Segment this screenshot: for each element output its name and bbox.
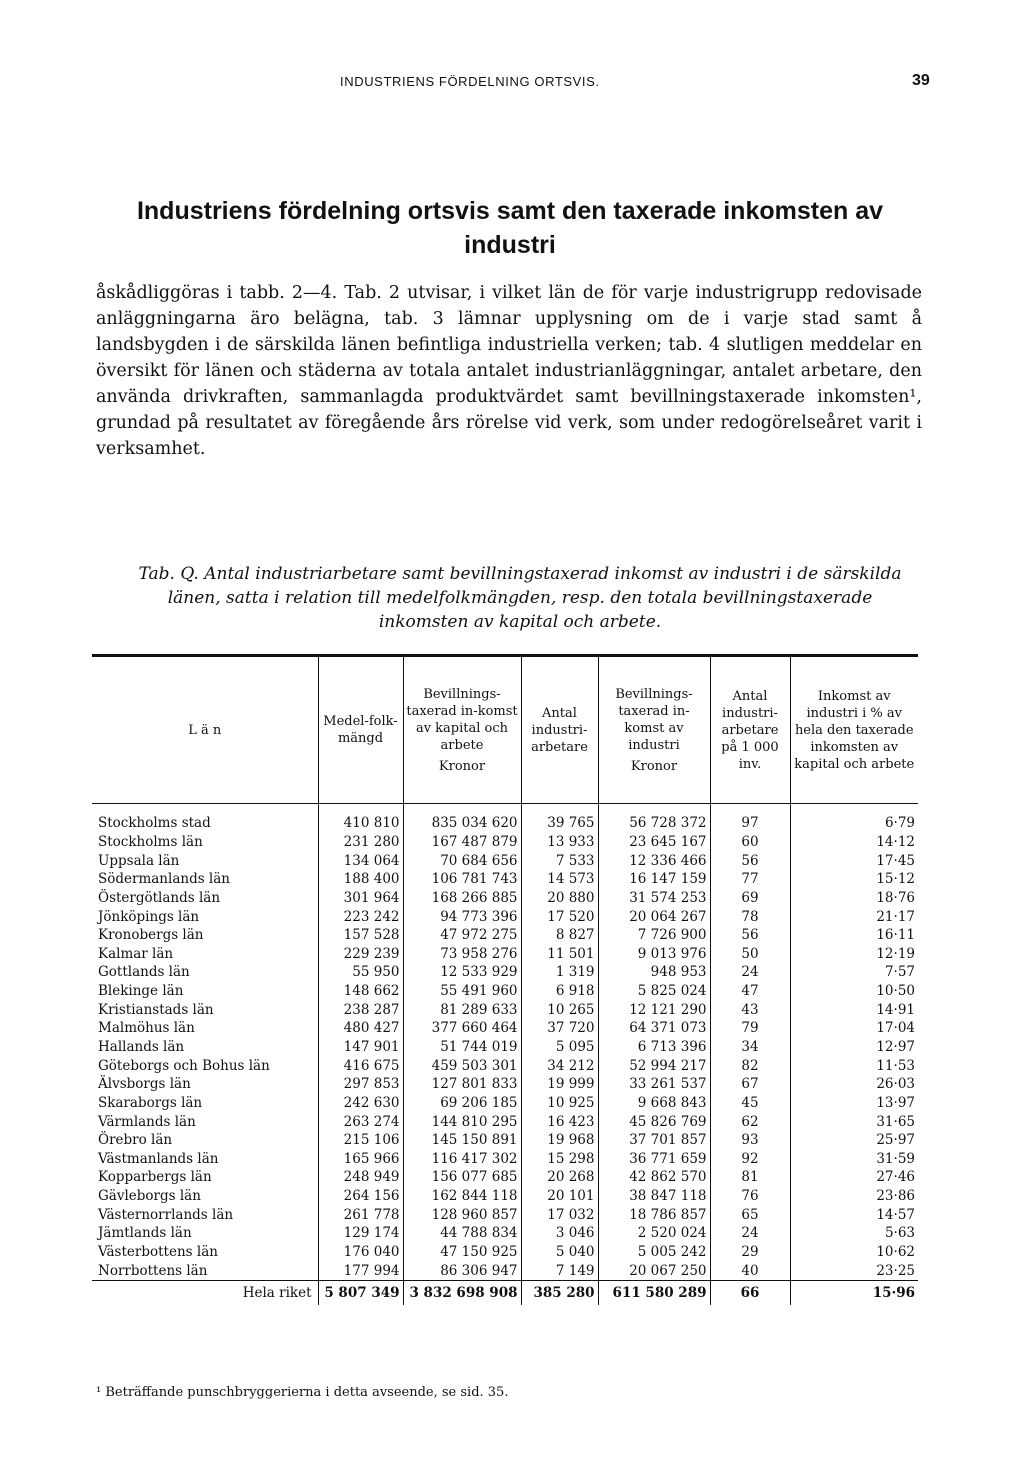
col-header-medelfolkmangd: Medel-folk-mängd	[318, 656, 403, 804]
cell-ind: 7 726 900	[598, 926, 710, 945]
cell-ind: 948 953	[598, 963, 710, 982]
cell-arb: 37 720	[521, 1019, 598, 1038]
cell-pct: 15·12	[790, 870, 918, 889]
cell-pct: 6·79	[790, 804, 918, 833]
cell-lan: Blekinge län	[98, 983, 184, 1000]
cell-kap: 55 491 960	[403, 982, 521, 1001]
cell-kap: 86 306 947	[403, 1261, 521, 1280]
table-row	[92, 1187, 918, 1206]
cell-arb: 17 032	[521, 1205, 598, 1224]
cell-lan: Stockholms stad	[98, 815, 211, 832]
cell-lan: Södermanlands län	[98, 871, 230, 888]
cell-folk: 231 280	[318, 833, 403, 852]
table-row	[92, 1261, 918, 1280]
cell-folk: 480 427	[318, 1019, 403, 1038]
cell-pct: 10·50	[790, 982, 918, 1001]
cell-ind: 9 668 843	[598, 1094, 710, 1113]
cell-per: 97	[710, 804, 790, 833]
cell-kap: 106 781 743	[403, 870, 521, 889]
cell-ind: 20 067 250	[598, 1261, 710, 1280]
cell-arb: 20 268	[521, 1168, 598, 1187]
cell-arb: 39 765	[521, 804, 598, 833]
data-table	[92, 654, 918, 1305]
cell-folk: 129 174	[318, 1224, 403, 1243]
cell-arb: 19 999	[521, 1075, 598, 1094]
table-row	[92, 1112, 918, 1131]
col-header-bev-kapital	[403, 656, 521, 804]
cell-kap: 12 533 929	[403, 963, 521, 982]
cell-per: 62	[710, 1112, 790, 1131]
cell-folk: 410 810	[318, 804, 403, 833]
cell-ind: 42 862 570	[598, 1168, 710, 1187]
cell-arb: 34 212	[521, 1056, 598, 1075]
cell-per: 29	[710, 1243, 790, 1262]
cell-ind: 16 147 159	[598, 870, 710, 889]
cell-arb: 10 265	[521, 1000, 598, 1019]
cell-lan: Örebro län	[98, 1132, 173, 1149]
cell-arb: 13 933	[521, 833, 598, 852]
cell-kap: 73 958 276	[403, 944, 521, 963]
cell-lan: Kronobergs län	[98, 927, 204, 944]
cell-kap: 51 744 019	[403, 1038, 521, 1057]
cell-kap: 70 684 656	[403, 851, 521, 870]
cell-pct: 23·25	[790, 1261, 918, 1280]
cell-lan: Kristianstads län	[98, 1001, 214, 1018]
cell-per: 34	[710, 1038, 790, 1057]
table-row	[92, 1168, 918, 1187]
cell-pct: 10·62	[790, 1243, 918, 1262]
cell-folk: 176 040	[318, 1243, 403, 1262]
cell-lan: Västerbottens län	[98, 1244, 218, 1261]
cell-ind: 33 261 537	[598, 1075, 710, 1094]
cell-folk: 263 274	[318, 1112, 403, 1131]
cell-lan: Östergötlands län	[98, 889, 221, 906]
cell-per: 81	[710, 1168, 790, 1187]
table-caption	[130, 562, 910, 634]
cell-ind: 45 826 769	[598, 1112, 710, 1131]
cell-ind: 6 713 396	[598, 1038, 710, 1057]
table-row	[92, 944, 918, 963]
cell-pct: 13·97	[790, 1094, 918, 1113]
cell-per: 65	[710, 1205, 790, 1224]
table-row	[92, 1150, 918, 1169]
cell-lan: Hallands län	[98, 1039, 185, 1055]
cell-arb: 11 501	[521, 944, 598, 963]
table-row	[92, 963, 918, 982]
table-row	[92, 1038, 918, 1057]
col-header-antal-arbetare: Antal industri-arbetare	[521, 656, 598, 804]
cell-ind: 31 574 253	[598, 889, 710, 908]
cell-folk: 229 239	[318, 944, 403, 963]
cell-folk: 416 675	[318, 1056, 403, 1075]
cell-per: 47	[710, 982, 790, 1001]
caption-label: Tab. Q.	[138, 564, 199, 584]
cell-folk: 55 950	[318, 963, 403, 982]
total-ind: 611 580 289	[598, 1281, 710, 1306]
col-header-bev-kapital-label: Bevillnings-taxerad in-komst av kapital och arbete	[406, 686, 518, 753]
total-row	[92, 1281, 918, 1306]
cell-per: 82	[710, 1056, 790, 1075]
cell-per: 93	[710, 1131, 790, 1150]
cell-per: 67	[710, 1075, 790, 1094]
table-row	[92, 1056, 918, 1075]
cell-per: 77	[710, 870, 790, 889]
header-row	[92, 656, 918, 804]
cell-lan: Älvsborgs län	[98, 1076, 191, 1093]
cell-ind: 36 771 659	[598, 1150, 710, 1169]
cell-per: 76	[710, 1187, 790, 1206]
cell-lan: Norrbottens län	[98, 1262, 208, 1279]
cell-ind: 37 701 857	[598, 1131, 710, 1150]
cell-ind: 56 728 372	[598, 804, 710, 833]
cell-lan: Jämtlands län	[98, 1225, 192, 1242]
cell-folk: 157 528	[318, 926, 403, 945]
cell-pct: 7·57	[790, 963, 918, 982]
cell-pct: 12·19	[790, 944, 918, 963]
table-row	[92, 1224, 918, 1243]
cell-pct: 16·11	[790, 926, 918, 945]
cell-arb: 20 101	[521, 1187, 598, 1206]
cell-folk: 165 966	[318, 1150, 403, 1169]
cell-per: 56	[710, 926, 790, 945]
table-row	[92, 907, 918, 926]
cell-pct: 18·76	[790, 889, 918, 908]
cell-pct: 17·04	[790, 1019, 918, 1038]
cell-kap: 44 788 834	[403, 1224, 521, 1243]
cell-kap: 377 660 464	[403, 1019, 521, 1038]
table-row	[92, 1000, 918, 1019]
cell-per: 45	[710, 1094, 790, 1113]
running-head: INDUSTRIENS FÖRDELNING ORTSVIS.	[340, 74, 600, 89]
cell-folk: 147 901	[318, 1038, 403, 1057]
cell-per: 24	[710, 963, 790, 982]
cell-arb: 5 095	[521, 1038, 598, 1057]
cell-folk: 264 156	[318, 1187, 403, 1206]
cell-arb: 15 298	[521, 1150, 598, 1169]
cell-folk: 177 994	[318, 1261, 403, 1280]
col-header-bev-industri-label: Bevillnings-taxerad in-komst av industri	[615, 686, 693, 753]
col-header-lan: L ä n	[92, 656, 318, 804]
table-row	[92, 1243, 918, 1262]
cell-kap: 128 960 857	[403, 1205, 521, 1224]
col-header-arbetare-per-1000: Antal industri-arbetare på 1 000 inv.	[710, 656, 790, 804]
total-per: 66	[710, 1281, 790, 1306]
cell-pct: 23·86	[790, 1187, 918, 1206]
cell-kap: 81 289 633	[403, 1000, 521, 1019]
cell-arb: 16 423	[521, 1112, 598, 1131]
cell-per: 92	[710, 1150, 790, 1169]
cell-pct: 26·03	[790, 1075, 918, 1094]
cell-arb: 6 918	[521, 982, 598, 1001]
cell-kap: 835 034 620	[403, 804, 521, 833]
cell-lan: Gottlands län	[98, 964, 190, 981]
table-body	[92, 804, 918, 1281]
table-row	[92, 804, 918, 833]
cell-pct: 14·91	[790, 1000, 918, 1019]
cell-arb: 20 880	[521, 889, 598, 908]
cell-per: 50	[710, 944, 790, 963]
cell-ind: 38 847 118	[598, 1187, 710, 1206]
cell-kap: 168 266 885	[403, 889, 521, 908]
cell-kap: 459 503 301	[403, 1056, 521, 1075]
cell-pct: 31·65	[790, 1112, 918, 1131]
cell-kap: 47 150 925	[403, 1243, 521, 1262]
cell-folk: 223 242	[318, 907, 403, 926]
table-row	[92, 1019, 918, 1038]
cell-arb: 14 573	[521, 870, 598, 889]
cell-ind: 23 645 167	[598, 833, 710, 852]
cell-lan: Stockholms län	[98, 833, 203, 850]
cell-lan: Kalmar län	[98, 945, 174, 962]
cell-ind: 18 786 857	[598, 1205, 710, 1224]
cell-folk: 242 630	[318, 1094, 403, 1113]
cell-lan: Jönköpings län	[98, 908, 200, 925]
col-header-procent: Inkomst av industri i % av hela den taxerade inkomsten av kapital och arbete	[790, 656, 918, 804]
cell-arb: 8 827	[521, 926, 598, 945]
cell-ind: 2 520 024	[598, 1224, 710, 1243]
cell-folk: 148 662	[318, 982, 403, 1001]
cell-per: 24	[710, 1224, 790, 1243]
cell-pct: 31·59	[790, 1150, 918, 1169]
cell-per: 78	[710, 907, 790, 926]
cell-lan: Göteborgs och Bohus län	[98, 1057, 270, 1074]
cell-kap: 144 810 295	[403, 1112, 521, 1131]
cell-ind: 12 336 466	[598, 851, 710, 870]
cell-arb: 17 520	[521, 907, 598, 926]
cell-kap: 94 773 396	[403, 907, 521, 926]
cell-per: 56	[710, 851, 790, 870]
total-label: Hela riket	[92, 1281, 318, 1306]
table-row	[92, 982, 918, 1001]
cell-lan: Värmlands län	[98, 1113, 196, 1130]
cell-ind: 64 371 073	[598, 1019, 710, 1038]
table-row	[92, 833, 918, 852]
cell-kap: 127 801 833	[403, 1075, 521, 1094]
cell-lan: Västernorrlands län	[98, 1206, 234, 1223]
cell-folk: 261 778	[318, 1205, 403, 1224]
cell-per: 60	[710, 833, 790, 852]
cell-arb: 3 046	[521, 1224, 598, 1243]
cell-lan: Skaraborgs län	[98, 1094, 203, 1111]
cell-kap: 47 972 275	[403, 926, 521, 945]
cell-pct: 27·46	[790, 1168, 918, 1187]
cell-ind: 52 994 217	[598, 1056, 710, 1075]
cell-folk: 188 400	[318, 870, 403, 889]
cell-arb: 10 925	[521, 1094, 598, 1113]
cell-folk: 301 964	[318, 889, 403, 908]
table-row	[92, 926, 918, 945]
cell-lan: Uppsala län	[98, 852, 180, 869]
cell-lan: Malmöhus län	[98, 1020, 195, 1037]
table-row	[92, 851, 918, 870]
cell-arb: 5 040	[521, 1243, 598, 1262]
table-row	[92, 1205, 918, 1224]
cell-ind: 9 013 976	[598, 944, 710, 963]
cell-lan: Gävleborgs län	[98, 1188, 201, 1205]
cell-pct: 25·97	[790, 1131, 918, 1150]
table-row	[92, 1131, 918, 1150]
cell-arb: 19 968	[521, 1131, 598, 1150]
cell-kap: 156 077 685	[403, 1168, 521, 1187]
section-title: Industriens fördelning ortsvis samt den taxerade inkomsten av industri	[136, 197, 884, 259]
col-header-bev-industri-unit: Kronor	[630, 758, 678, 774]
cell-pct: 5·63	[790, 1224, 918, 1243]
cell-kap: 116 417 302	[403, 1150, 521, 1169]
cell-folk: 215 106	[318, 1131, 403, 1150]
footnote: ¹ Beträffande punschbryggerierna i detta avseende, se sid. 35.	[96, 1385, 509, 1400]
table-row	[92, 1075, 918, 1094]
cell-per: 40	[710, 1261, 790, 1280]
cell-per: 69	[710, 889, 790, 908]
cell-ind: 20 064 267	[598, 907, 710, 926]
cell-per: 79	[710, 1019, 790, 1038]
cell-ind: 5 005 242	[598, 1243, 710, 1262]
cell-arb: 7 149	[521, 1261, 598, 1280]
table-row	[92, 889, 918, 908]
cell-kap: 69 206 185	[403, 1094, 521, 1113]
page-number: 39	[912, 72, 930, 89]
cell-pct: 21·17	[790, 907, 918, 926]
cell-pct: 12·97	[790, 1038, 918, 1057]
cell-folk: 134 064	[318, 851, 403, 870]
total-pct: 15·96	[790, 1281, 918, 1306]
cell-pct: 11·53	[790, 1056, 918, 1075]
cell-ind: 5 825 024	[598, 982, 710, 1001]
body-text	[96, 280, 922, 462]
cell-arb: 7 533	[521, 851, 598, 870]
cell-kap: 167 487 879	[403, 833, 521, 852]
total-folk: 5 807 349	[318, 1281, 403, 1306]
cell-kap: 162 844 118	[403, 1187, 521, 1206]
total-arb: 385 280	[521, 1281, 598, 1306]
cell-kap: 145 150 891	[403, 1131, 521, 1150]
cell-pct: 17·45	[790, 851, 918, 870]
col-header-bev-kapital-unit: Kronor	[438, 758, 486, 774]
cell-arb: 1 319	[521, 963, 598, 982]
body-paragraph: åskådliggöras i tabb. 2—4. Tab. 2 utvisar, i vilket län de för varje industrigrupp redovisade anläggningarna äro belägna, tab. 3 lämnar upplysning om de i varje stad samt å landsbygden i de särskilda länen befintliga industriella verken; tab. 4 slutligen meddelar en översikt för länen och städerna av totala antalet industrianläggningar, antalet arbetare, den använda drivkraften, sammanlagda produktvärdet samt bevillningstaxerade inkomsten¹, grundad på resultatet av föregående års rörelse vid verk, som under redogörelseåret varit i verksamhet.	[96, 283, 922, 459]
table-row	[92, 870, 918, 889]
cell-pct: 14·12	[790, 833, 918, 852]
cell-folk: 248 949	[318, 1168, 403, 1187]
table-row	[92, 1094, 918, 1113]
col-header-bev-industri	[598, 656, 710, 804]
cell-folk: 238 287	[318, 1000, 403, 1019]
cell-pct: 14·57	[790, 1205, 918, 1224]
total-kap: 3 832 698 908	[403, 1281, 521, 1306]
cell-lan: Kopparbergs län	[98, 1169, 212, 1186]
cell-folk: 297 853	[318, 1075, 403, 1094]
cell-ind: 12 121 290	[598, 1000, 710, 1019]
cell-lan: Västmanlands län	[98, 1150, 219, 1167]
caption-text: Antal industriarbetare samt bevillningstaxerad inkomst av industri i de särskilda länen, satta i relation till medelfolkmängden, resp. den totala bevillningstaxerade inkomsten av kapital och arbete.	[167, 564, 902, 632]
cell-per: 43	[710, 1000, 790, 1019]
